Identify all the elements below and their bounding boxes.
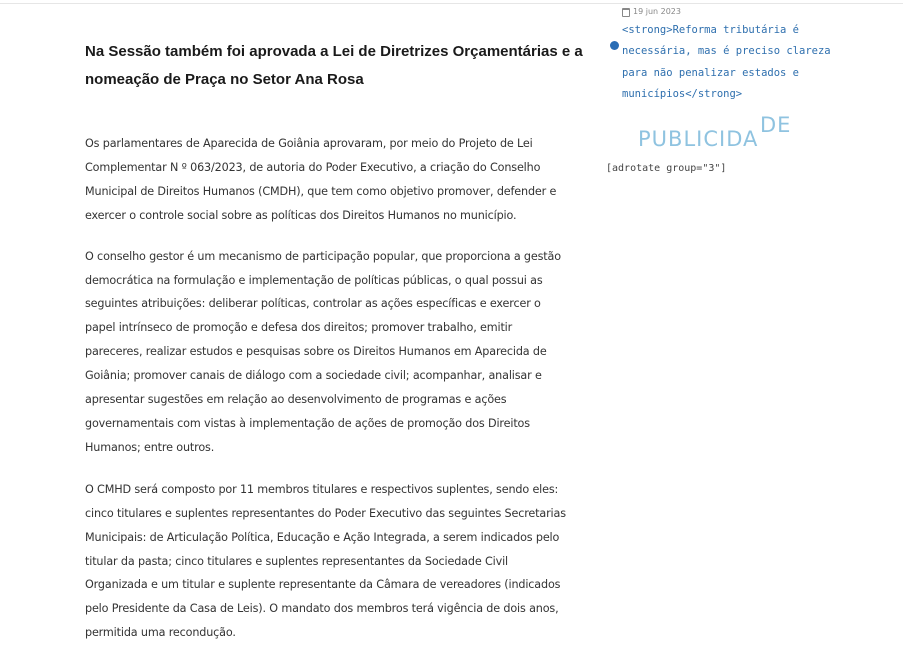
article-heading: Na Sessão também foi aprovada a Lei de Diretrizes Orçamentárias e a nomeação de Praça no Setor Ana Rosa <box>85 43 583 88</box>
sidebar <box>606 6 903 174</box>
paragraph-line: democrática na formulação e implementação de políticas públicas, o qual possui as <box>85 273 543 287</box>
paragraph-line: Organizada e um titular e suplente representante da Câmara de vereadores (indicados <box>85 578 561 592</box>
paragraph-line: pareceres, realizar estudos e pesquisas sobre os Direitos Humanos em Aparecida de <box>85 345 547 359</box>
article-paragraph <box>85 245 590 460</box>
paragraph-line: papel intrínseco de promoção e defesa dos direitos; promover trabalho, emitir <box>85 321 513 335</box>
paragraph-line: O CMHD será composto por 11 membros titulares e respectivos suplentes, sendo eles: <box>85 482 559 496</box>
calendar-icon <box>622 8 630 17</box>
article-body <box>85 38 590 645</box>
paragraph-line: Municipais: de Articulação Política, Educação e Ação Integrada, a serem indicados pelo <box>85 530 560 544</box>
paragraph-line: permitida uma recondução. <box>85 626 236 640</box>
paragraph-line: seguintes atribuições: deliberar políticas, controlar as ações específicas e exercer o <box>85 297 541 311</box>
paragraph-line: Os parlamentares de Aparecida de Goiânia aprovaram, por meio do Projeto de Lei <box>85 137 533 150</box>
paragraph-line: titular da pasta; cinco titulares e suplentes representantes da Sociedade Civil <box>85 554 508 568</box>
post-title-line: para não penalizar estados e <box>622 66 800 79</box>
post-date: 19 jun 2023 <box>622 6 903 18</box>
paragraph-line: Goiânia; promover canais de diálogo com a sociedade civil; acompanhar, analisar e <box>85 369 542 383</box>
paragraph-line: Humanos; entre outros. <box>85 440 215 454</box>
article-paragraphs <box>85 132 590 645</box>
paragraph-line: apresentar sugestões em relação ao desenvolvimento de programas e ações <box>85 393 507 407</box>
ad-shortcode: [adrotate group="3"] <box>606 163 727 175</box>
post-title-line: necessária, mas é preciso clareza <box>622 45 831 58</box>
post-title-link[interactable] <box>622 24 831 100</box>
recent-post[interactable] <box>606 6 903 103</box>
paragraph-line: Municipal de Direitos Humanos (CMDH), que tem como objetivo promover, defender e <box>85 184 557 198</box>
publicidade-label: PUBLICIDA DE <box>638 113 792 152</box>
bullet-icon <box>610 41 619 50</box>
article-paragraph <box>85 132 590 228</box>
paragraph-line: pelo Presidente da Casa de Leis). O mandato dos membros terá vigência de dois anos, <box>85 602 559 616</box>
article-paragraph <box>85 478 590 645</box>
paragraph-line: governamentais com vistas à implementação de ações de promoção dos Direitos <box>85 416 530 430</box>
paragraph-line: exercer o controle social sobre as políticas dos Direitos Humanos no município. <box>85 208 517 222</box>
paragraph-line: O conselho gestor é um mecanismo de participação popular, que proporciona a gestão <box>85 249 561 263</box>
post-title-line: <strong>Reforma tributária é <box>622 24 800 36</box>
top-divider <box>0 3 903 4</box>
paragraph-line: cinco titulares e suplentes representantes do Poder Executivo das seguintes Secretarias <box>85 506 566 520</box>
paragraph-line: Complementar N º 063/2023, de autoria do Poder Executivo, a criação do Conselho <box>85 160 541 174</box>
post-title-line: municípios</strong> <box>622 87 743 100</box>
